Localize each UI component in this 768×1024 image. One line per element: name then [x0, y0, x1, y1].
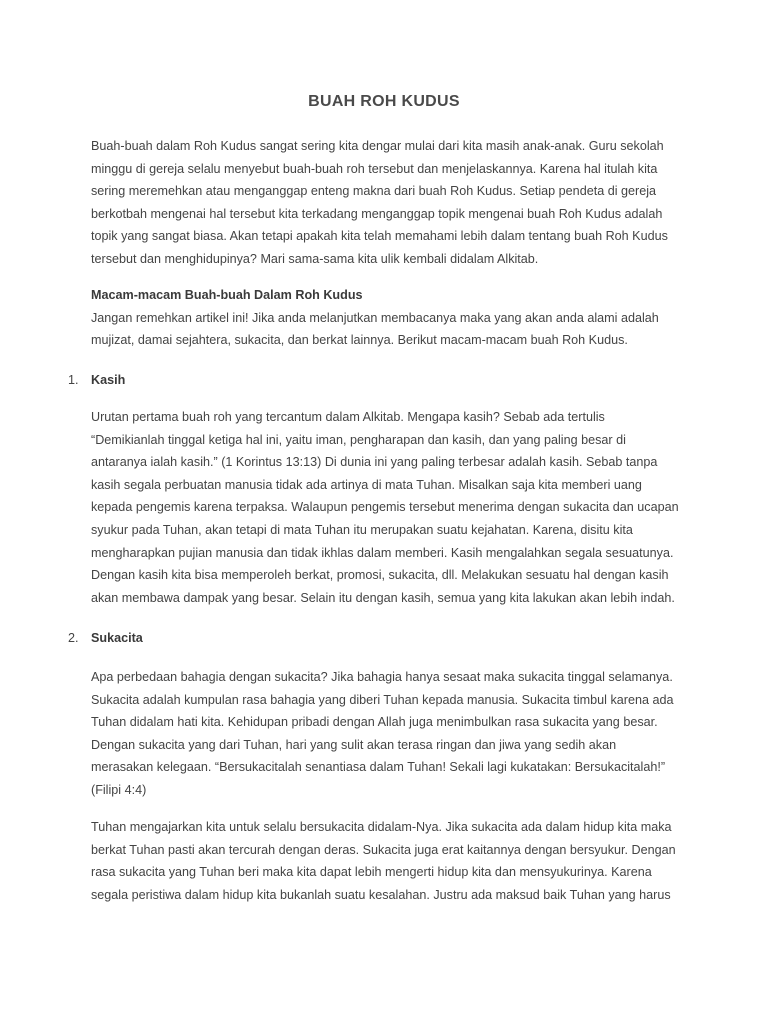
text-line: berkat Tuhan pasti akan tercurah dengan deras. Sukacita juga erat kaitannya dengan bersyukur. Dengan — [91, 842, 676, 857]
text-line: Sukacita adalah kumpulan rasa bahagia yang diberi Tuhan kepada manusia. Sukacita timbul karena ada — [91, 692, 674, 707]
text-line: akan membawa dampak yang besar. Selain itu dengan kasih, semua yang kita lakukan akan lebih indah. — [91, 590, 675, 605]
text-line: syukur pada Tuhan, akan tetapi di mata Tuhan itu merupakan suatu kejahatan. Karena, disitu kita — [91, 522, 633, 537]
kasih-paragraph — [91, 406, 691, 609]
text-line: Buah-buah dalam Roh Kudus sangat sering kita dengar mulai dari kita masih anak-anak. Guru sekolah — [91, 139, 664, 153]
text-line: topik yang sangat biasa. Akan tetapi apakah kita telah memahami lebih dalam tentang buah Roh Kudus — [91, 229, 668, 244]
text-line: sering meremehkan atau menganggap enteng makna dari buah Roh Kudus. Setiap pendeta di gereja — [91, 184, 657, 199]
list-number: 1. — [68, 373, 79, 387]
text-line: minggu di gereja selalu menyebut buah-buah roh tersebut dan menjelaskannya. Karena hal itulah kita — [91, 161, 658, 176]
text-line: Tuhan didalam hati kita. Kehidupan pribadi dengan Allah juga menimbulkan rasa sukacita yang besar. — [91, 715, 658, 730]
list-item-heading: Sukacita — [91, 631, 143, 645]
text-line: Apa perbedaan bahagia dengan sukacita? Jika bahagia hanya sesaat maka sukacita tinggal selamanya. — [91, 670, 673, 684]
section-heading: Macam-macam Buah-buah Dalam Roh Kudus — [91, 288, 363, 302]
text-line: Tuhan mengajarkan kita untuk selalu bersukacita didalam-Nya. Jika sukacita ada dalam hidup kita maka — [91, 820, 672, 834]
text-line: antaranya ialah kasih.” (1 Korintus 13:13) Di dunia ini yang paling terbesar adalah kasih. Sebab tanpa — [91, 455, 658, 470]
text-line: Jangan remehkan artikel ini! Jika anda melanjutkan membacanya maka yang akan anda alami adalah — [91, 310, 659, 325]
text-line: “Demikianlah tinggal ketiga hal ini, yaitu iman, pengharapan dan kasih, dan yang paling besar di — [91, 432, 626, 447]
text-line: kepada pengemis karena terpaksa. Walaupun pengemis tersebut menerima dengan sukacita dan ucapan — [91, 500, 679, 515]
list-item-heading: Kasih — [91, 373, 126, 387]
text-line: mujizat, damai sejahtera, sukacita, dan berkat lainnya. Berikut macam-macam buah Roh Kudus. — [91, 333, 628, 348]
section-block — [91, 284, 691, 352]
text-line: merasakan kelegaan. “Bersukacitalah senantiasa dalam Tuhan! Sekali lagi kukatakan: Bersukacitalah!” — [91, 760, 666, 775]
text-line: segala peristiwa dalam hidup kita bukanlah suatu kesalahan. Justru ada maksud baik Tuhan yang harus — [91, 887, 671, 902]
sukacita-paragraph-2 — [91, 816, 691, 906]
text-line: (Filipi 4:4) — [91, 782, 147, 797]
text-line: kasih segala perbuatan manusia tidak ada artinya di mata Tuhan. Misalkan saja kita memberi uang — [91, 477, 642, 492]
text-line: rasa sukacita yang Tuhan beri maka kita dapat lebih mengerti hidup kita dan mensyukurinya. Karena — [91, 865, 652, 880]
text-line: Urutan pertama buah roh yang tercantum dalam Alkitab. Mengapa kasih? Sebab ada tertulis — [91, 410, 605, 424]
text-line: Dengan kasih kita bisa memperoleh berkat, promosi, sukacita, dll. Melakukan sesuatu hal dengan kasih — [91, 568, 669, 583]
sukacita-paragraph-1 — [91, 666, 691, 802]
text-line: mengharapkan pujian manusia dan tidak ikhlas dalam memberi. Kasih mengalahkan segala sesuatunya. — [91, 545, 674, 560]
list-number: 2. — [68, 631, 79, 645]
text-line: Dengan sukacita yang dari Tuhan, hari yang sulit akan terasa ringan dan jiwa yang sedih akan — [91, 737, 617, 752]
text-line: tersebut dan menghidupinya? Mari sama-sama kita ulik kembali didalam Alkitab. — [91, 251, 539, 266]
document-title: BUAH ROH KUDUS — [308, 93, 460, 110]
text-line: berkotbah mengenai hal tersebut kita terkadang menganggap topik mengenai buah Roh Kudus adalah — [91, 206, 663, 221]
intro-paragraph — [91, 135, 691, 271]
